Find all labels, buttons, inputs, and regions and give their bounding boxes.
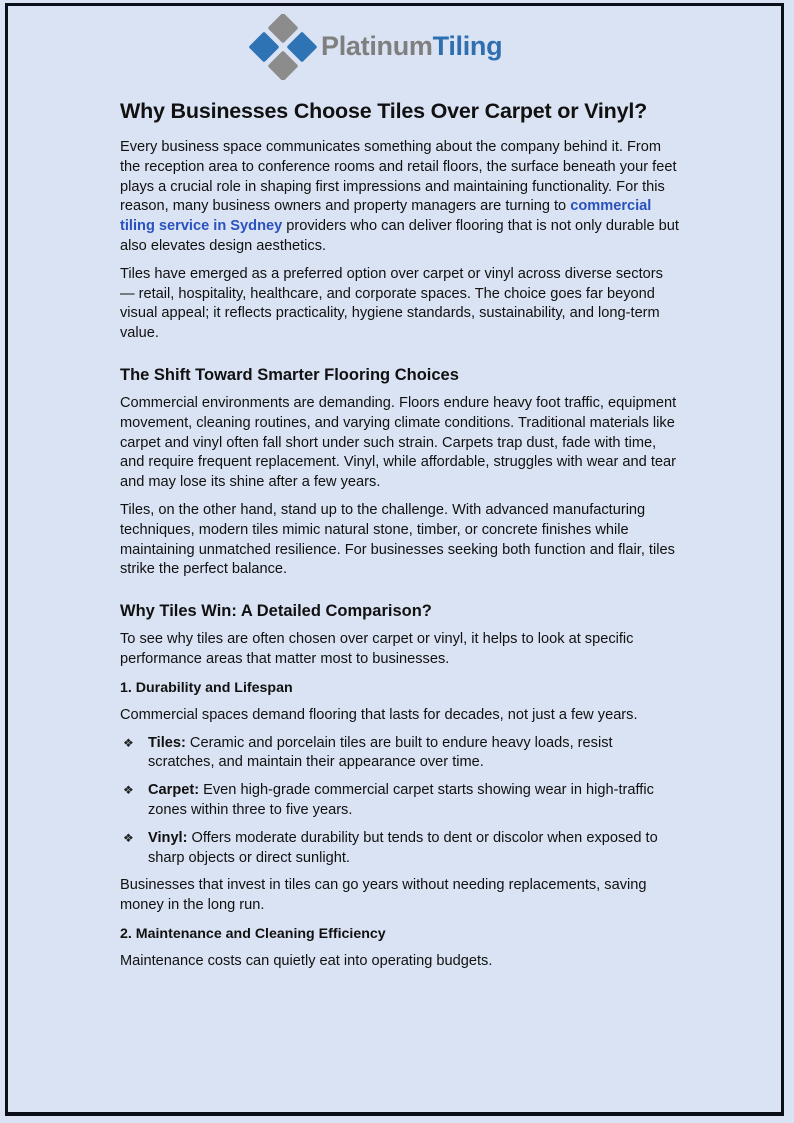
section-heading-comparison: Why Tiles Win: A Detailed Comparison? [120, 602, 432, 621]
bullet-item-vinyl [120, 829, 680, 869]
article [120, 96, 680, 980]
paragraph-commercial-environments: Commercial environments are demanding. Floors endure heavy foot traffic, equipment movement, cleaning routines, and varying climate conditions. Traditional materials like carpet and vinyl often fall short under such strain. Carpets trap dust, fade with time, and require frequent replacement. Vinyl, while affordable, struggles with wear and tear and may lose its shine after a few years. [120, 394, 677, 491]
article-title: Why Businesses Choose Tiles Over Carpet or Vinyl? [120, 99, 648, 123]
tile-diamonds-icon [248, 14, 318, 80]
paragraph-tiles-preferred: Tiles have emerged as a preferred option over carpet or vinyl across diverse sectors — retail, hospitality, healthcare, and corporate spaces. The choice goes far beyond visual appeal; it reflects practicality, hygiene standards, sustainability, and long-term value. [120, 265, 663, 342]
paragraph-comparison-intro: To see why tiles are often chosen over carpet or vinyl, it helps to look at specific performance areas that matter most to businesses. [120, 631, 634, 667]
logo-tile-right [286, 31, 317, 62]
diamond-bullet-icon: ❖ [123, 830, 134, 845]
intro-text-before: Every business space communicates something about the company behind it. From the reception area to conference rooms and retail floors, the surface beneath your feet plays a crucial role in shaping first impressions and maintaining functionality. For this reason, many business owners and property managers are turning to [120, 139, 677, 215]
bullet-label: Carpet: [148, 782, 200, 799]
durability-bullet-list [120, 734, 680, 869]
bullet-text: Ceramic and porcelain tiles are built to endure heavy loads, resist scratches, and maintain their appearance over time. [148, 734, 613, 771]
logo-tile-left [248, 31, 279, 62]
platinum-tiling-logo [248, 14, 528, 80]
bullet-text: Offers moderate durability but tends to dent or discolor when exposed to sharp objects or direct sunlight. [148, 829, 658, 866]
bullet-label: Vinyl: [148, 829, 188, 846]
subheading-durability: 1. Durability and Lifespan [120, 679, 293, 696]
logo-word-platinum: Platinum [321, 31, 433, 61]
paragraph-durability-intro: Commercial spaces demand flooring that lasts for decades, not just a few years. [120, 706, 638, 723]
logo-wordmark [321, 31, 502, 62]
diamond-bullet-icon: ❖ [123, 735, 134, 750]
bullet-item-tiles [120, 734, 680, 774]
section-heading-shift: The Shift Toward Smarter Flooring Choices [120, 365, 459, 384]
paragraph-maintenance-intro: Maintenance costs can quietly eat into operating budgets. [120, 952, 493, 969]
intro-paragraph [120, 138, 680, 257]
logo-tile-top [267, 14, 298, 44]
logo-word-tiling: Tiling [432, 31, 503, 61]
subheading-maintenance: 2. Maintenance and Cleaning Efficiency [120, 925, 386, 942]
diamond-bullet-icon: ❖ [123, 783, 134, 798]
commercial-tiling-link[interactable]: commercial tiling service in Sydney [120, 198, 652, 235]
paragraph-tiles-challenge: Tiles, on the other hand, stand up to the challenge. With advanced manufacturing techniques, modern tiles mimic natural stone, timber, or concrete finishes while maintaining unmatched resilience. For businesses seeking both function and flair, tiles strike the perfect balance. [120, 501, 675, 578]
intro-text-after: providers who can deliver flooring that is not only durable but also elevates design aesthetics. [120, 218, 679, 254]
bullet-item-carpet [120, 781, 680, 821]
paragraph-durability-summary: Businesses that invest in tiles can go years without needing replacements, saving money in the long run. [120, 877, 647, 914]
bullet-text: Even high-grade commercial carpet starts showing wear in high-traffic zones within three to five years. [148, 782, 654, 818]
bullet-label: Tiles: [148, 734, 186, 751]
logo-tile-bottom [267, 50, 298, 80]
